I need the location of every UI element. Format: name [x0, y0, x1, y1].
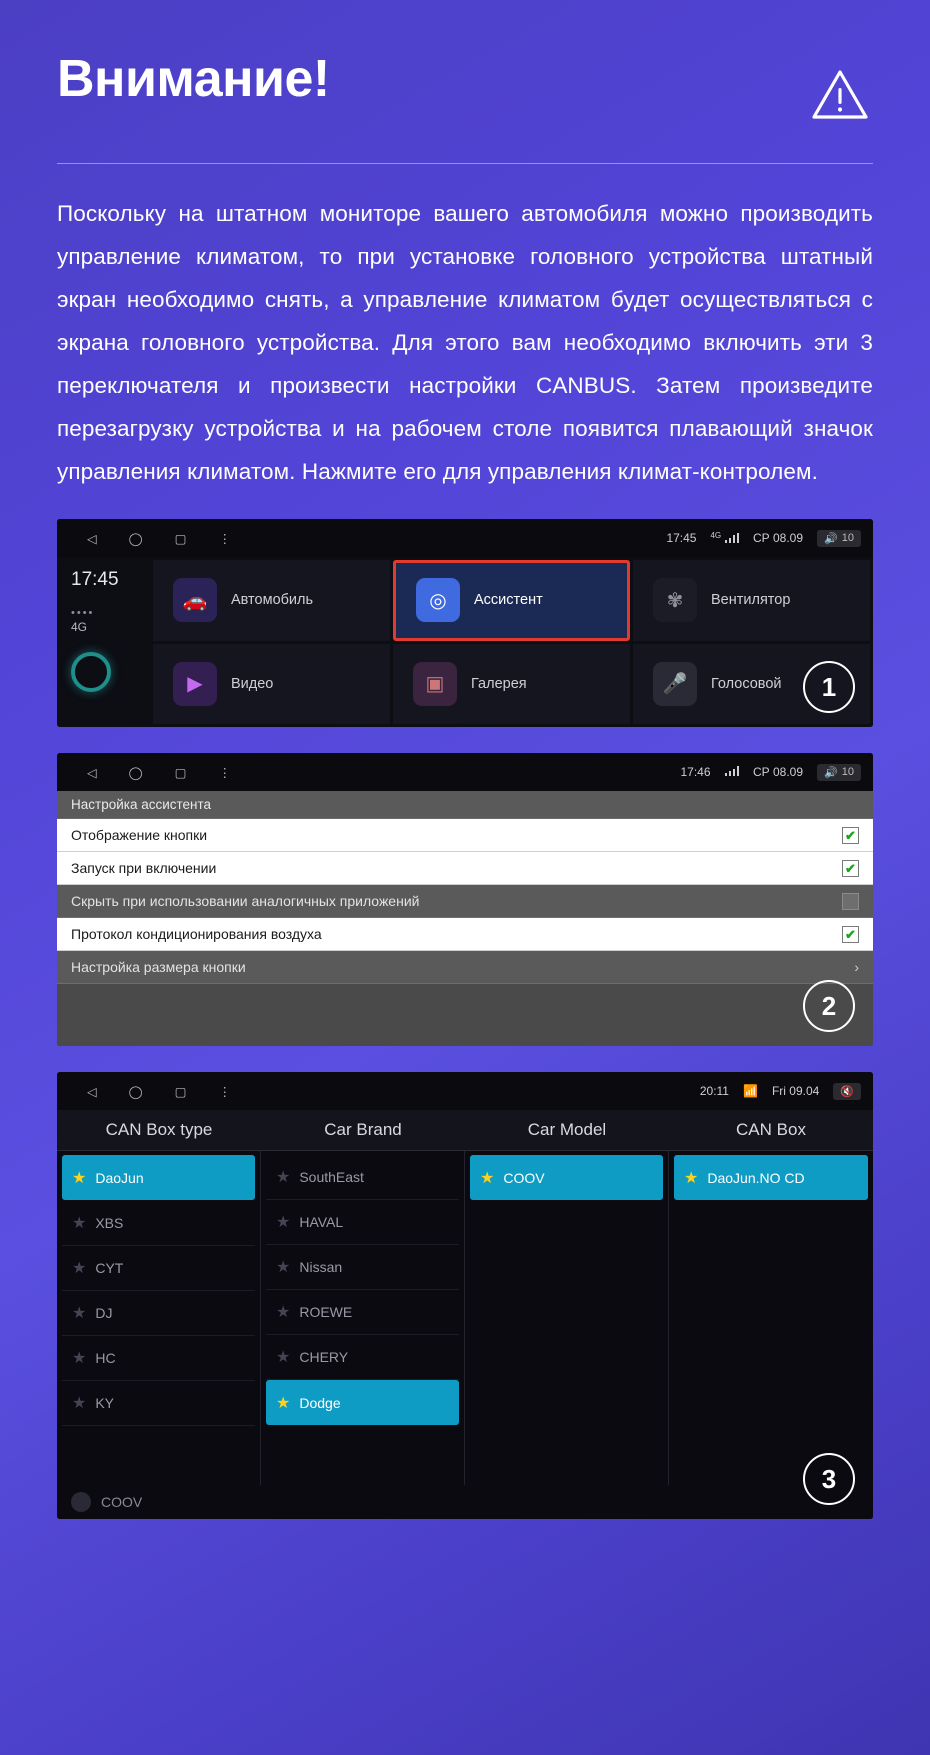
warning-triangle-icon [811, 66, 869, 129]
status-date: СР 08.09 [753, 765, 804, 779]
star-icon: ★ [276, 1349, 291, 1366]
column-header-canbox-type: CAN Box type [105, 1120, 213, 1139]
list-item-label: KY [95, 1395, 115, 1411]
chevron-right-icon: › [854, 959, 859, 975]
launcher-side-panel [57, 557, 153, 727]
list-item[interactable] [674, 1155, 868, 1200]
list-item-label: CYT [95, 1260, 124, 1276]
star-icon: ★ [276, 1259, 291, 1276]
star-icon: ★ [276, 1169, 291, 1186]
list-item-label: DJ [95, 1305, 113, 1321]
setting-row-show-button[interactable] [57, 819, 873, 852]
car-icon: 🚗 [173, 578, 217, 622]
tile-video[interactable] [153, 644, 390, 725]
back-icon[interactable]: ◁ [87, 531, 97, 546]
video-icon: ▶ [173, 662, 217, 706]
side-clock: 17:45 [71, 569, 119, 590]
list-item[interactable] [266, 1200, 459, 1245]
list-item[interactable] [62, 1155, 255, 1200]
step-badge-3: 3 [803, 1453, 855, 1505]
step-badge-2: 2 [803, 980, 855, 1032]
speaker-icon: 🔊 [824, 766, 838, 779]
assistant-icon: ◎ [416, 578, 460, 622]
recents-icon[interactable]: ▢ [174, 1084, 187, 1099]
header [57, 0, 873, 129]
screenshot-3 [57, 1072, 873, 1519]
home-icon[interactable]: ◯ [128, 765, 143, 780]
speaker-icon: 🔊 [824, 532, 838, 545]
column-canbox-type [57, 1151, 261, 1485]
star-icon: ★ [72, 1350, 87, 1367]
volume-indicator: 🔊 10 [817, 530, 861, 547]
star-icon: ★ [72, 1305, 87, 1322]
list-item-label: Dodge [299, 1394, 341, 1411]
setting-label: Отображение кнопки [71, 827, 208, 843]
canbus-footer [57, 1485, 873, 1519]
tile-gallery[interactable] [393, 644, 630, 725]
list-item[interactable] [62, 1291, 255, 1336]
wifi-icon: 📶 [742, 1084, 758, 1098]
list-item-label: COOV [503, 1169, 545, 1186]
volume-indicator: 🔊 10 [817, 764, 861, 781]
recents-icon[interactable]: ▢ [174, 531, 187, 546]
assistant-ring-icon[interactable] [71, 652, 111, 692]
home-icon[interactable]: ◯ [128, 1084, 143, 1099]
checkbox-hide-similar-apps[interactable] [842, 893, 859, 910]
column-header-car-brand: Car Brand [324, 1120, 402, 1139]
tile-car[interactable] [153, 560, 390, 641]
status-bar-3 [57, 1072, 873, 1110]
setting-row-launch-on-start[interactable] [57, 852, 873, 885]
star-icon: ★ [276, 1214, 291, 1231]
checkbox-launch-on-start[interactable]: ✔ [842, 860, 859, 877]
list-item-label: DaoJun [95, 1169, 144, 1186]
mute-indicator [833, 1083, 861, 1100]
list-item[interactable] [62, 1336, 255, 1381]
footer-label: COOV [101, 1494, 143, 1510]
setting-row-button-size[interactable] [57, 951, 873, 984]
settings-circle-icon [71, 1492, 91, 1512]
list-item-label: Nissan [299, 1259, 343, 1275]
tile-label: Видео [231, 675, 274, 692]
settings-title: Настройка ассистента [57, 791, 873, 819]
back-icon[interactable]: ◁ [87, 765, 97, 780]
setting-row-ac-protocol[interactable] [57, 918, 873, 951]
tile-fan[interactable] [633, 560, 870, 641]
list-item-label: CHERY [299, 1349, 349, 1365]
canbus-settings-screen [57, 1110, 873, 1519]
list-item-label: HAVAL [299, 1214, 344, 1230]
launcher-screen [57, 557, 873, 727]
status-bar-2 [57, 753, 873, 791]
status-date: Fri 09.04 [771, 1084, 820, 1098]
list-item[interactable] [266, 1245, 459, 1290]
checkbox-ac-protocol[interactable]: ✔ [842, 926, 859, 943]
back-icon[interactable]: ◁ [87, 1084, 97, 1099]
canbus-columns [57, 1151, 873, 1485]
star-icon: ★ [480, 1169, 495, 1187]
assistant-settings-screen [57, 791, 873, 1046]
checkbox-show-button[interactable]: ✔ [842, 827, 859, 844]
canbus-column-headers [57, 1110, 873, 1151]
setting-label: Скрыть при использовании аналогичных приложений [71, 893, 420, 909]
star-icon: ★ [72, 1395, 87, 1412]
status-network [725, 765, 740, 779]
tile-label: Автомобиль [231, 592, 314, 609]
status-time: 17:46 [680, 765, 711, 779]
list-item-label: SouthEast [299, 1169, 364, 1185]
gallery-icon: ▣ [413, 662, 457, 706]
column-canbox [669, 1151, 873, 1485]
column-header-car-model: Car Model [527, 1120, 607, 1139]
speaker-mute-icon: 🔇 [840, 1085, 854, 1098]
list-item-label: XBS [95, 1215, 124, 1231]
star-icon: ★ [684, 1169, 699, 1187]
tile-label: Галерея [471, 675, 527, 692]
tile-label: Вентилятор [711, 592, 791, 609]
status-network: 4G [710, 531, 739, 546]
menu-icon[interactable]: ⋮ [218, 765, 231, 780]
tile-label: Ассистент [474, 592, 543, 609]
side-dots: •••• [71, 607, 95, 619]
body-text: Поскольку на штатном мониторе вашего автомобиля можно производить управление климатом, то при установке головного устройства штатный экран необходимо снять, а управление климатом будет осуществляться с экрана головного устройства. Для этого вам необходимо включить эти 3 переключателя и произвести настройки CANBUS. Затем произведите перезагрузку устройства и на рабочем столе появится плавающий значок управления климатом. Нажмите его для управления климат-контролем. [57, 201, 873, 484]
status-date: СР 08.09 [753, 531, 804, 545]
list-item[interactable] [266, 1335, 459, 1380]
step-badge-1: 1 [803, 661, 855, 713]
list-item-label: ROEWE [299, 1304, 353, 1320]
star-icon: ★ [276, 1304, 291, 1321]
star-icon: ★ [72, 1215, 87, 1232]
status-bar-1 [57, 519, 873, 557]
list-item-label: HC [95, 1350, 116, 1366]
page-title: Внимание! [57, 50, 330, 108]
status-time: 20:11 [699, 1084, 729, 1098]
launcher-tile-grid [153, 557, 873, 727]
column-header-canbox: CAN Box [736, 1120, 806, 1139]
status-time: 17:45 [666, 531, 697, 545]
list-item[interactable] [62, 1201, 255, 1246]
column-car-model [465, 1151, 669, 1485]
star-icon: ★ [72, 1169, 87, 1187]
list-item[interactable] [470, 1155, 663, 1200]
list-item[interactable] [266, 1380, 459, 1425]
recents-icon[interactable]: ▢ [174, 765, 187, 780]
screenshot-2 [57, 753, 873, 1046]
setting-label: Протокол кондиционирования воздуха [71, 926, 322, 942]
tile-label: Голосовой [711, 675, 782, 692]
screenshot-1 [57, 519, 873, 727]
column-car-brand [261, 1151, 465, 1485]
settings-empty-area [57, 984, 873, 1046]
setting-label: Запуск при включении [71, 860, 217, 876]
list-item[interactable] [266, 1155, 459, 1200]
list-item-label: DaoJun.NO CD [707, 1169, 805, 1186]
signal-icon [725, 765, 740, 776]
fan-icon: ✾ [653, 578, 697, 622]
list-item[interactable] [62, 1246, 255, 1291]
setting-label: Настройка размера кнопки [71, 959, 246, 975]
home-icon[interactable]: ◯ [128, 531, 143, 546]
menu-icon[interactable]: ⋮ [218, 531, 231, 546]
signal-icon [725, 532, 740, 543]
menu-icon[interactable]: ⋮ [218, 1084, 231, 1099]
tile-assistant[interactable] [393, 560, 630, 641]
list-item[interactable] [266, 1290, 459, 1335]
star-icon: ★ [276, 1394, 291, 1412]
microphone-icon: 🎤 [653, 662, 697, 706]
list-item[interactable] [62, 1381, 255, 1426]
star-icon: ★ [72, 1260, 87, 1277]
setting-row-hide-similar-apps[interactable] [57, 885, 873, 918]
header-divider [57, 163, 873, 164]
side-network: 4G [71, 620, 88, 634]
